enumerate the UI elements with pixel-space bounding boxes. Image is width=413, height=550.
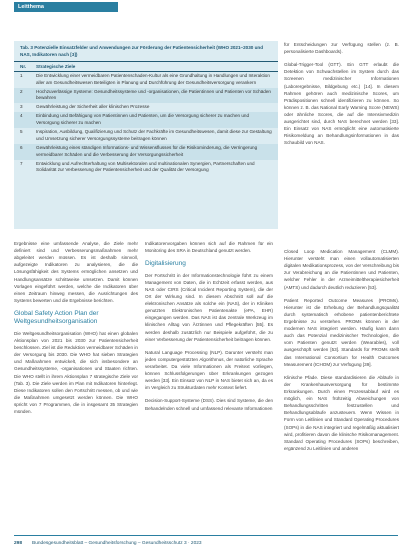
row-text: Gewährleistung der Sicherheit aller klinischen Prozesse bbox=[36, 104, 150, 110]
col-goal: Strategische Ziele bbox=[36, 63, 76, 69]
row-text: Gewährleistung eines ständigen Informations- und Wissensflusses für die Risikominderung, die Verringerung vermeidbarer Schäden und die Verbesserung der Versorgungssicherheit bbox=[36, 144, 258, 157]
col-nr: Nr. bbox=[20, 63, 27, 69]
row-text: Entwicklung und Aufrechterhaltung von Multisektoralen und multinationalen Synergien, Partnerschaften und Solidarität zur Verbesserung der Patientensicherheit und der Qualität der Versorgung bbox=[36, 160, 255, 173]
table-caption: Tab. 3 Potenzielle Einsatzfelder und Anwendungen zur Förderung der Patientensicherheit (WHO 2021–2030 und NAS, Indikatoren nach [3]) bbox=[20, 45, 264, 57]
table-row bbox=[14, 88, 278, 104]
paragraph: Indikatorenvorgaben können sich auf die Rahmen für ein Monitoring des SRA in Deutschland genutzt werden. bbox=[145, 241, 273, 254]
table-row bbox=[14, 112, 278, 128]
strategic-goals-table bbox=[14, 41, 278, 229]
page-number: 298 bbox=[14, 541, 23, 546]
journal-source: Bundesgesundheitsblatt – Gesundheitsforschung – Gesundheitsschutz 3 · 2023 bbox=[32, 541, 202, 546]
section-heading: Global Safety Action Plan der Weltgesundheitsorganisation bbox=[14, 309, 99, 326]
paragraph: Der Fortschritt in der Informationstechnologie führt zu einem Management von Daten, die in Echtzeit erfasst werden, aus NAS oder CIRS (Critical Incident Reporting System), die der Ort der Wirkung sind. In diesem Abschnitt soll auf die elektronischen Ansätze als solche ein (NAS), der in Kliniken genutzten Elektronischen Patientenakte (ePA, EHR) eingegangen werden. Das NAS ist das zentrale Werkzeug im klinischen Alltag von Ärztinnen und Pflegekräften [55]. Es werden deshalb zusätzlich nur Beispiele aufgeführt, die zu einer Verbesserung der Patientensicherheit beitragen können. bbox=[145, 272, 273, 342]
row-number: 7 bbox=[20, 160, 23, 166]
page-footer bbox=[0, 538, 413, 550]
row-text: Die Entwicklung einer vermeidbaren Patientenschaden-Kultur als eine Grundhaltung in Handlungen und Interaktion aller am Gesundheitswesen Beteiligten in Planung und Durchführung der Gesundheitsversorgung verankern bbox=[36, 72, 270, 85]
paragraph: Klinische Pfade. Diese standardisieren die Abläufe in der Krankenhausversorgung für bestimmte Erkrankungen. Durch einen Prozessablauf wird es möglich, ein NAS frühzeitig Abweichungen von Behandlungsschritten festzustellen und Behandlungsabläufe anzusteuern. Wenn Wissen in Form von Leitlinien und Standard Operating Procedures (SOPs) in die NAS integriert und regelmäßig aktualisiert wird, profitieren davon die klinische Risikomanagement. Standard Operating Procedures (SOPs) beschreiben, ergänzend zu Leitlinien und anderen bbox=[284, 374, 399, 451]
row-number: 2 bbox=[20, 88, 23, 94]
paragraph: Global-Trigger-Tool (GTT). Ein GTT erlaubt die Detektion von Schwachstellen im System durch das Screenen medizinischer Informationen (Laborergebnisse, Bildgebung etc.) [14]. In diesem Rahmen gehören auch medizinische Scores, um Prädispositionen schnell identifizieren zu können. So können z. B. das National Early Warning Score (NEWS) oder ähnliche Scores, die auf die Intensivmedizin ausgerichtet sind, durch NAS berechnet werden [33]. Ein Einsatz von NAS ermöglicht eine automatisierte Risikomeldung an Behandlungsinformationen in das Schaubild von NAS. bbox=[284, 62, 399, 146]
paragraph: Patient Reported Outcome Measures (PROMs). Hierunter ist die Erhebung der Behandlungsqualität durch systematisch erhobene patientenberichtete Ergebnisse zu verstehen. PROMs können in der modernen NAS integriert werden. Häufig kann dann auch das Potenzial medizinischer Technologien, die vom Patienten genutzt werden (Wearables), voll ausgeschöpft werden [53]. Standards für PROMs stellt das International Consortium for Health Outcomes Measurement (ICHOM) zur Verfügung [39]. bbox=[284, 297, 399, 367]
section-label: Leitthema bbox=[14, 2, 118, 12]
middle-column bbox=[145, 240, 273, 418]
paragraph: Natural Language Processing (NLP). Darunter versteht man jeden computergestützten Algorithmus, der natürliche Sprache verarbeitet. Da viele Informationen als Freitext vorliegen, können Schlussfolgerungen über Erkrankungen gezogen werden [33]. Ein Einsatz von NLP in NAS bietet sich an, da es im Vergleich zu Strukturdaten mehr Kontext liefert. bbox=[145, 349, 273, 391]
row-number: 6 bbox=[20, 144, 23, 150]
row-number: 5 bbox=[20, 129, 23, 135]
paragraph: Decision-Support-Systeme (DSS). Dies sind Systeme, die den Behandelnden schnell und umfassend relevante Informationen bbox=[145, 398, 273, 411]
row-text: Einbindung und Befähigung von Patientinnen und Patienten, um die Versorgung sicherer zu machen und Versorgung sicherer zu machen bbox=[36, 113, 249, 126]
table-row bbox=[14, 144, 278, 160]
left-column bbox=[14, 240, 138, 421]
row-text: Inspiration, Ausbildung, Qualifizierung und Schutz der Fachkräfte im Gesundheitswesen, damit diese zur Gestaltung und Umsetzung sicherer Versorgungssysteme beitragen können bbox=[36, 129, 272, 141]
paragraph: Ergebnisse eine umfassende Analyse, die Ziele mehr definiert sind und Verbesserungsmaßnahmen mehr abgeleitet werden müssen. Es ist deshalb sinnvoll, aufgezeigte Indikatoren zu analysieren, die die Lösungsfähigkeit des Systems ermöglichen ansetzen und Handlungsansätze schrittweise umsetzen. Damit können Vorlagen eingeführt werden, welche die Indikatoren über einen Zeitraum hinweg messen, die Ausrichtungen des Systems bewerten und die Ergebnisse berichten. bbox=[14, 241, 138, 303]
row-number: 1 bbox=[20, 72, 23, 78]
table-row bbox=[14, 103, 278, 112]
row-number: 4 bbox=[20, 113, 23, 119]
right-column-top bbox=[284, 41, 399, 153]
right-column-bottom bbox=[284, 248, 399, 458]
row-number: 3 bbox=[20, 104, 23, 110]
table-row bbox=[14, 160, 278, 176]
paragraph: für Entscheidungen zur Verfügung stellen (z. B. personalisierte Dashboards). bbox=[284, 42, 399, 55]
table-body bbox=[14, 72, 278, 176]
section-heading: Digitalisierung bbox=[145, 260, 186, 268]
footer-rule bbox=[14, 535, 398, 536]
paragraph: Die Weltgesundheitsorganisation (WHO) hat einen globalen Aktionsplan von 2021 bis 2030 zur Patientensicherheit beschlossen. Ziel ist die Reduktion vermeidbarer Schäden in der Versorgung bis 2030. Die WHO hat sieben Strategien und Maßnahmen entwickelt, die sich insbesondere an Gesundheitssysteme, -organisationen und Staaten richten. Die WHO stellt in ihrem Aktionsplan 7 strategische Ziele vor (Tab. 3). Die Ziele werden im Plan mit Indikatoren hinterlegt. Diese Indikatoren sollen den Fortschritt messen, ob und wie die Maßnahmen umgesetzt werden können. Die WHO spricht von 7 Programmen, die in insgesamt 35 Strategien münden. bbox=[14, 330, 138, 415]
table-header bbox=[14, 61, 278, 72]
table-row bbox=[14, 72, 278, 88]
table-row bbox=[14, 128, 278, 144]
row-text: Hochzuverlässige Systeme: Gesundheitssysteme und -organisationen, die Patientinnen und Patienten vor Schäden bewahren bbox=[36, 88, 271, 101]
paragraph: Closed Loop Medication Management (CLMM). Hierunter versteht man einen vollautomatisierten digitalen Medikationsprozess, von der Verschreibung bis zur Verabreichung an die Patientinnen und Patienten, welcher Fehler in der Arzneimitteltherapiesicherheit (AMTS) und dadurch deutlich reduzieren [53]. bbox=[284, 249, 399, 290]
